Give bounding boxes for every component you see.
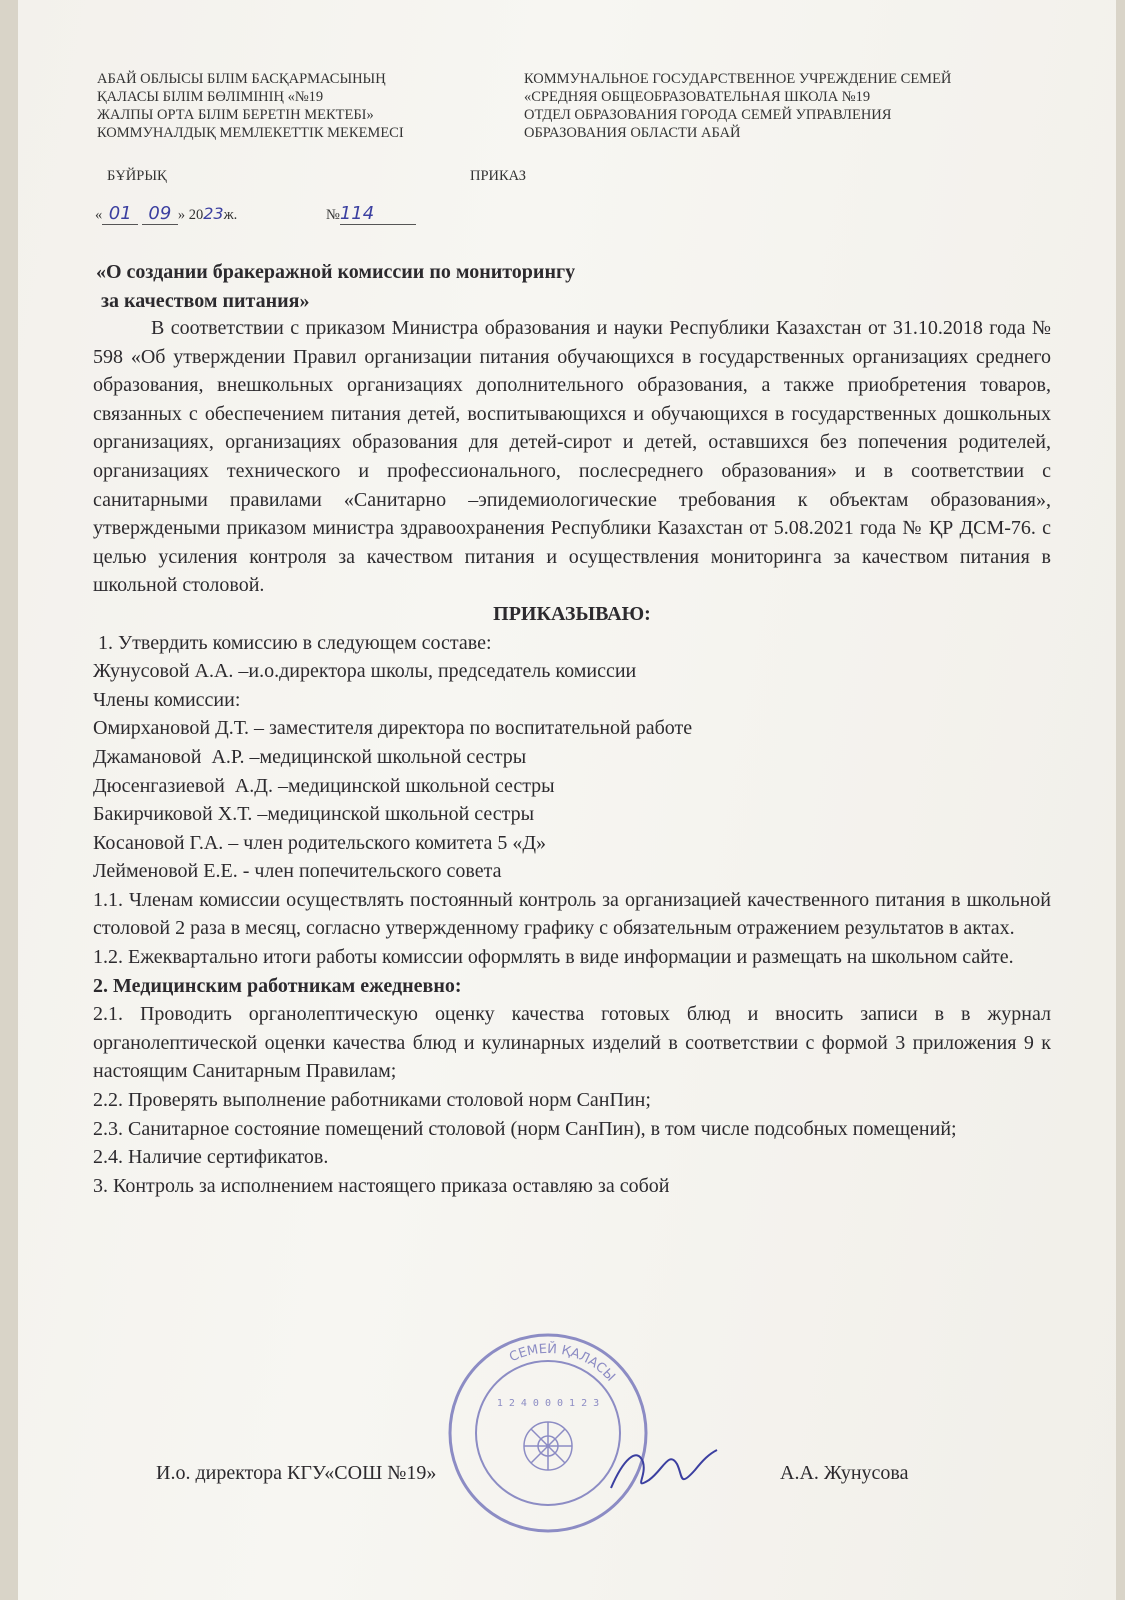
label-ru-order: ПРИКАЗ — [470, 168, 527, 184]
date-month: 09 — [142, 203, 178, 225]
member-item: Дюсенгазиевой А.Д. –медицинской школьной сестры — [93, 774, 555, 797]
order-date — [95, 203, 237, 225]
header-right-ru — [524, 70, 951, 142]
date-day: 01 — [102, 203, 138, 225]
order-body — [93, 314, 1051, 1200]
signature-position: И.о. директора КГУ«СОШ №19» — [156, 1462, 437, 1484]
signature-name: А.А. Жунусова — [780, 1462, 909, 1484]
title-line: за качеством питания» — [96, 290, 310, 312]
order-title — [96, 258, 575, 316]
document-page — [18, 0, 1116, 1600]
header-right-line: ОТДЕЛ ОБРАЗОВАНИЯ ГОРОДА СЕМЕЙ УПРАВЛЕНИЯ — [524, 107, 892, 123]
header-left-line: АБАЙ ОБЛЫСЫ БІЛІМ БАСҚАРМАСЫНЫҢ — [97, 71, 386, 87]
committee-chair: Жунусовой А.А. –и.о.директора школы, председатель комиссии — [93, 660, 637, 683]
header-right-line: КОММУНАЛЬНОЕ ГОСУДАРСТВЕННОЕ УЧРЕЖДЕНИЕ СЕМЕЙ — [524, 71, 952, 87]
label-kz-order: БҰЙРЫҚ — [107, 168, 167, 184]
item-2-3: 2.3. Санитарное состояние помещений столовой (норм СанПин), в том числе подсобных помещений; — [93, 1117, 957, 1140]
header-left-line: ҚАЛАСЫ БІЛІМ БӨЛІМІНІҢ «№19 — [97, 89, 324, 105]
member-item: Лейменовой Е.Е. - член попечительского совета — [93, 860, 502, 883]
member-item: Джамановой А.Р. –медицинской школьной сестры — [93, 745, 527, 768]
stamp-outer-text: СЕМЕЙ ҚАЛАСЫ — [507, 1341, 618, 1385]
item-2-4: 2.4. Наличие сертификатов. — [93, 1146, 329, 1169]
item-3: 3. Контроль за исполнением настоящего приказа оставляю за собой — [93, 1174, 670, 1197]
order-number — [326, 203, 416, 225]
stamp-bin: 1 2 4 0 0 0 1 2 3 — [496, 1398, 600, 1409]
member-item: Косановой Г.А. – член родительского комитета 5 «Д» — [93, 831, 547, 854]
preamble: В соответствии с приказом Министра образования и науки Республики Казахстан от 31.10.2018 года № 598 «Об утверждении Правил организации питания обучающихся в государственных организациях среднего образования, внешкольных организациях дополнительного образования, а также приобретения товаров, связанных с обеспечением питания детей, воспитывающихся и обучающихся в государственных дошкольных организациях, организациях образования для детей-сирот и детей, оставшихся без попечения родителей, организациях технического и профессионального, послесреднего образования» и в соответствии с санитарными правилами «Санитарно –эпидемиологические требования к объектам образования», утверждеными приказом министра здравоохранения Республики Казахстан от 5.08.2021 года № ҚР ДСМ-76. с целью усиления контроля за качеством питания и осуществления мониторинга за качеством питания в школьной столовой. — [93, 317, 1051, 597]
handwritten-signature — [603, 1440, 723, 1500]
date-quote-open: « — [95, 207, 103, 223]
date-quote-close: » — [177, 207, 186, 223]
item-2-1: 2.1. Проводить органолептическую оценку качества готовых блюд и вносить записи в в журнал органолептической оценки качества блюд и кулинарных изделий в соответствии с формой 3 приложения 9 к настоящим Санитарным Правилам; — [93, 1003, 1051, 1083]
item-1-1: 1.1. Членам комиссии осуществлять постоянный контроль за организацией качественного питания в школьной столовой 2 раза в месяц, согласно утвержденному графику с обязательным отражением результатов в актах. — [93, 888, 1051, 940]
title-line: «О создании бракеражной комиссии по мониторингу — [96, 261, 576, 283]
number-label: № — [326, 207, 340, 223]
item-2-2: 2.2. Проверять выполнение работниками столовой норм СанПин; — [93, 1089, 651, 1112]
header-left-line: КОММУНАЛДЫҚ МЕМЛЕКЕТТІК МЕКЕМЕСІ — [97, 125, 404, 141]
member-item: Бакирчиковой Х.Т. –медицинской школьной сестры — [93, 803, 535, 826]
number-value: 114 — [340, 203, 416, 225]
item-1-2: 1.2. Ежеквартально итоги работы комиссии оформлять в виде информации и размещать на школьном сайте. — [93, 946, 1014, 969]
date-year-suffix: 23 — [203, 204, 224, 223]
date-year-prefix: 20 — [188, 207, 204, 223]
header-right-line: «СРЕДНЯЯ ОБЩЕОБРАЗОВАТЕЛЬНАЯ ШКОЛА №19 — [524, 89, 871, 105]
members-label: Члены комиссии: — [93, 688, 241, 711]
header-left-kz — [97, 70, 404, 142]
emblem-icon — [524, 1422, 572, 1470]
order-word: ПРИКАЗЫВАЮ: — [493, 602, 651, 625]
item-2: 2. Медицинским работникам ежедневно: — [93, 974, 462, 997]
member-item: Омирхановой Д.Т. – заместителя директора по воспитательной работе — [93, 717, 693, 740]
header-right-line: ОБРАЗОВАНИЯ ОБЛАСТИ АБАЙ — [524, 125, 741, 141]
header-left-line: ЖАЛПЫ ОРТА БІЛІМ БЕРЕТІН МЕКТЕБІ» — [97, 107, 374, 123]
official-stamp — [438, 1328, 658, 1538]
date-year-unit: ж. — [223, 207, 238, 223]
item-1: 1. Утвердить комиссию в следующем составе: — [93, 631, 492, 654]
